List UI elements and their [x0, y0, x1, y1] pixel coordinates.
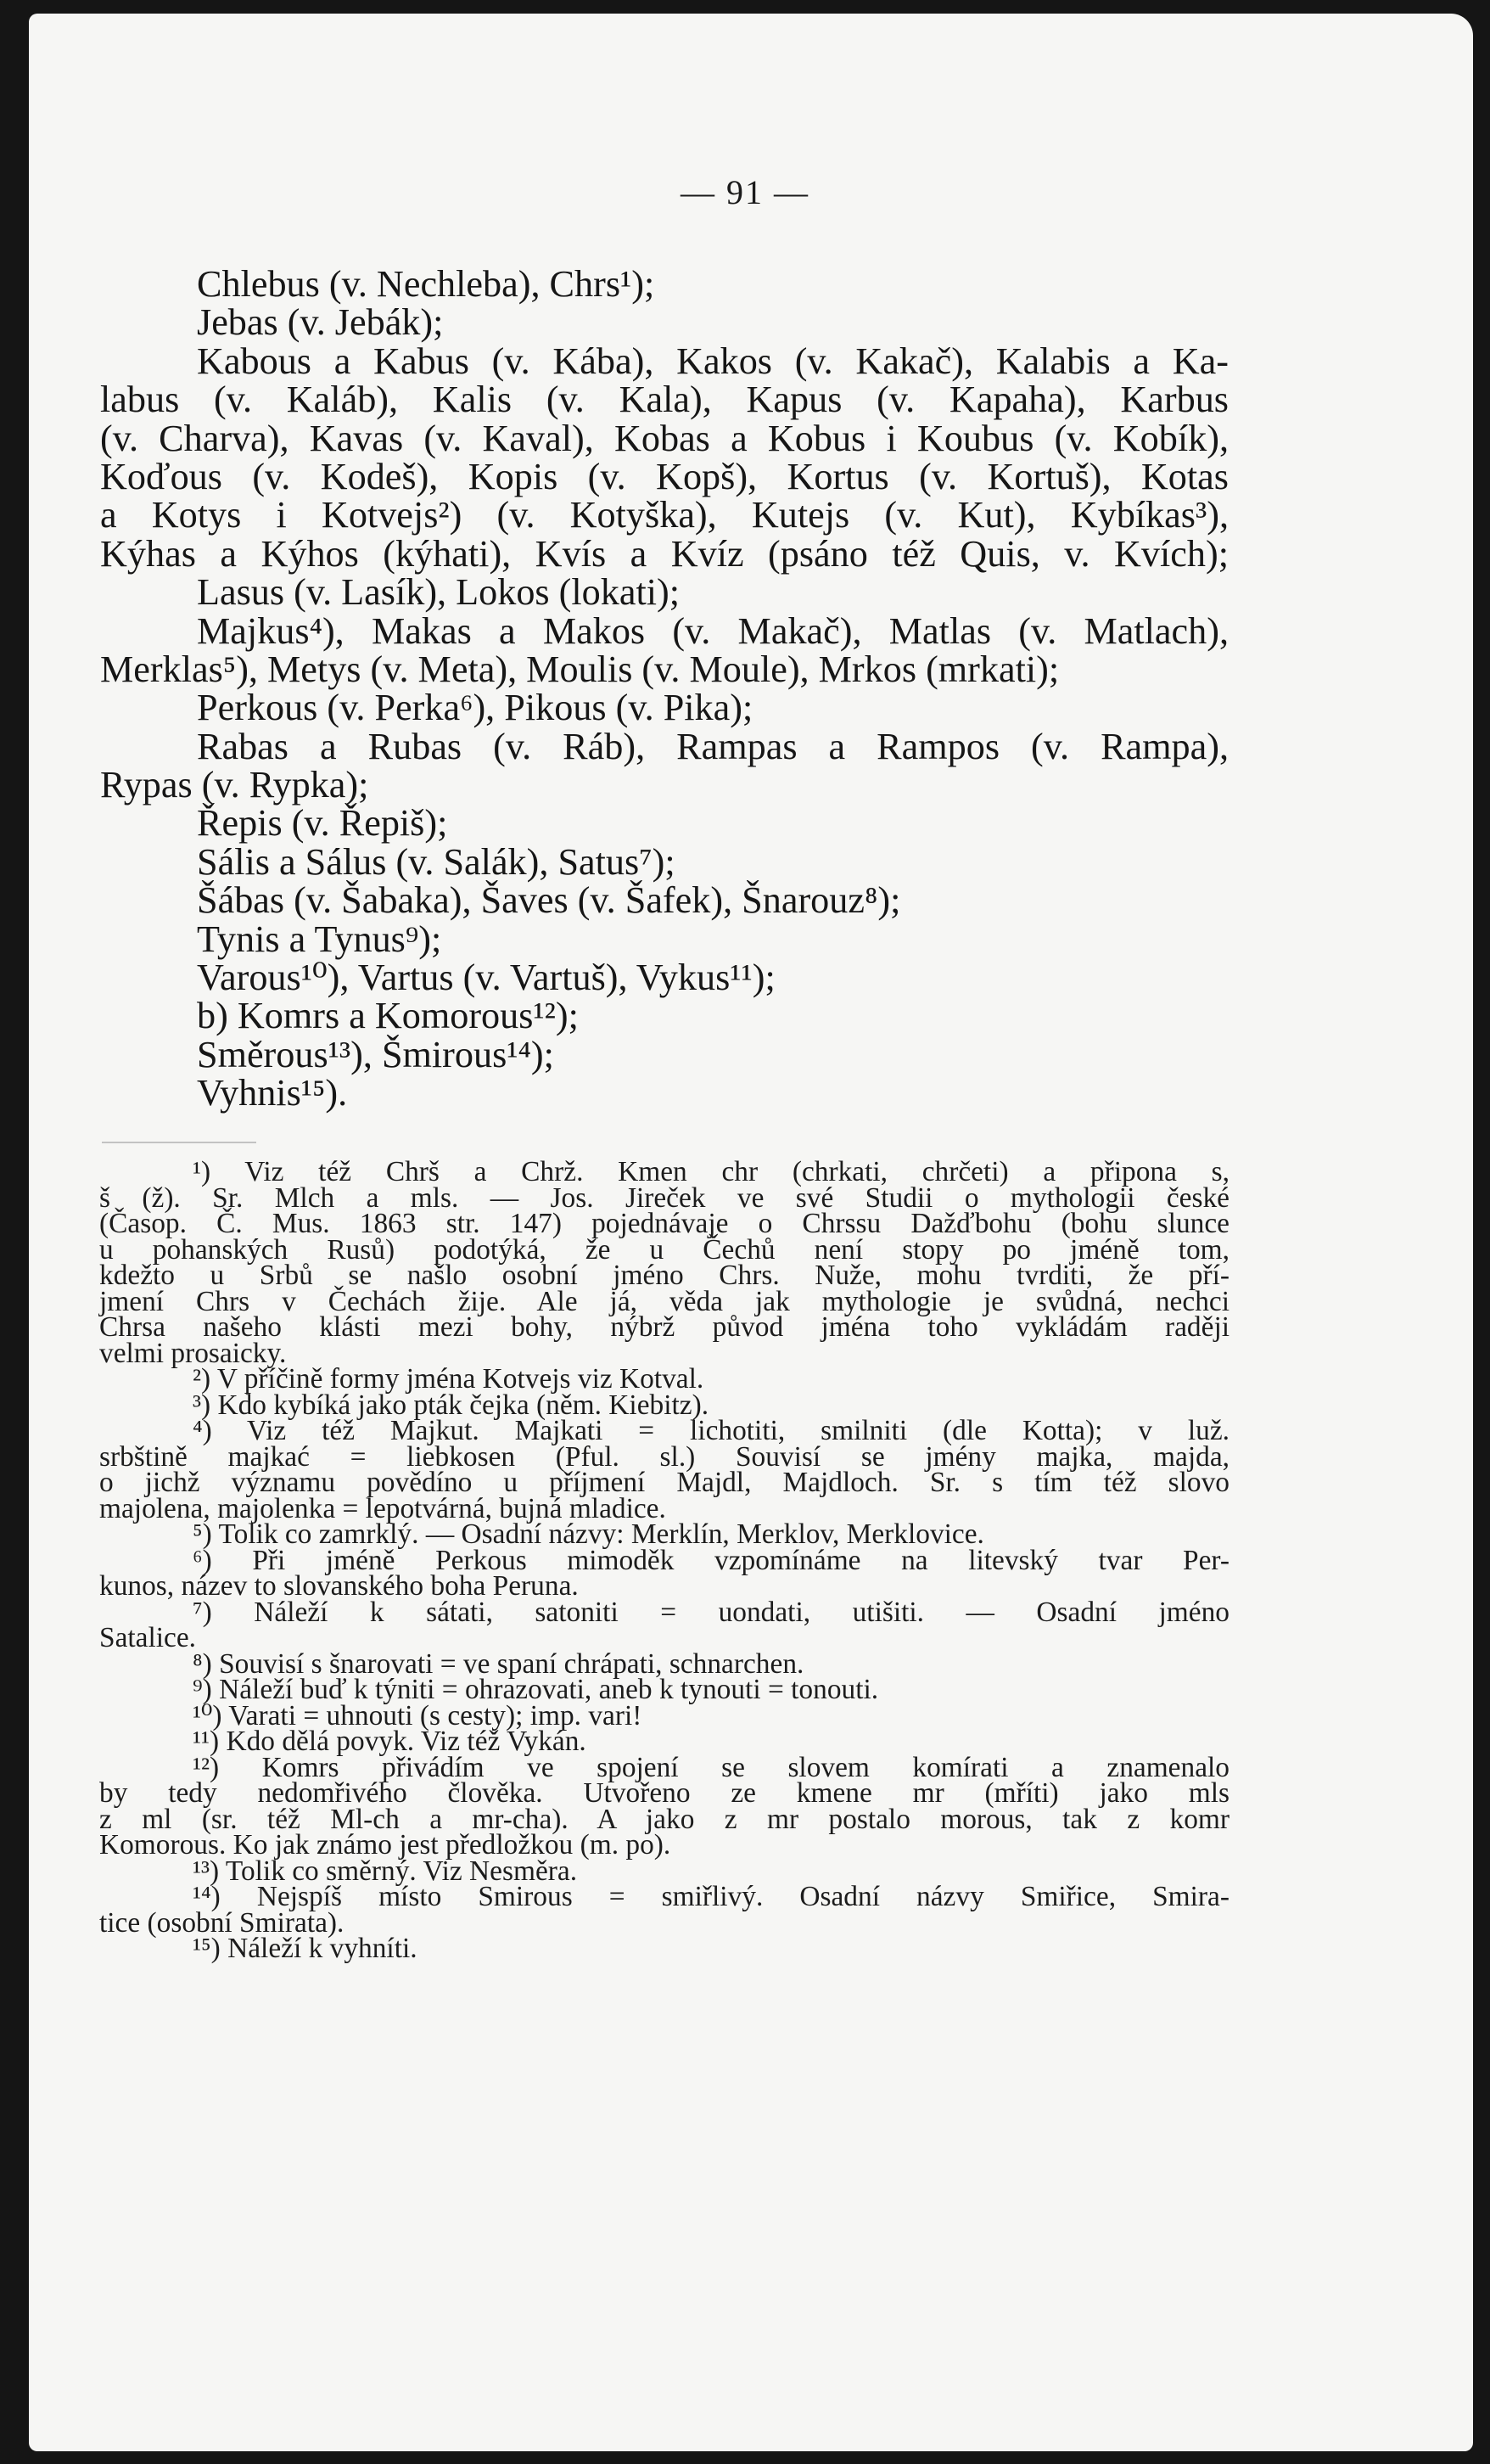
footnote-line: ⁴) Viz též Majkut. Majkati = lichotiti, smilniti (dle Kotta); v luž. [193, 1415, 1230, 1446]
text-line: Vyhnis¹⁵). [197, 1072, 348, 1114]
text-line: Merklas⁵), Metys (v. Meta), Moulis (v. Moule), Mrkos (mrkati); [100, 648, 1060, 690]
footnote-line: majolena, majolenka = lepotvárná, bujná mladice. [99, 1492, 666, 1524]
footnote-line: tice (osobní Smirata). [99, 1906, 344, 1939]
footnotes [99, 1156, 1230, 1964]
footnote-line: velmi prosaicky. [99, 1337, 287, 1369]
text-line: Koďous (v. Kodeš), Kopis (v. Kopš), Kortus (v. Kortuš), Kotas [100, 455, 1229, 497]
footnote-line: Komorous. Ko jak známo jest předložkou (m. po). [99, 1829, 671, 1861]
footnote-line: ³) Kdo kybíká jako pták čejka (něm. Kiebitz). [193, 1389, 709, 1421]
footnote-separator [102, 1142, 256, 1143]
footnote-line: o jichž významu povědíno u příjmení Majdl, Majdloch. Sr. s tím též slovo [99, 1467, 1230, 1498]
footnote-line: (Časop. Č. Mus. 1863 str. 147) pojednávaje o Chrssu Dažďbohu (bohu slunce [99, 1208, 1230, 1239]
footnote-line: ¹³) Tolik co směrný. Viz Nesměra. [193, 1855, 578, 1887]
body-text [100, 265, 1229, 1113]
footnote-line: z ml (sr. též Ml-ch a mr-cha). A jako z mr postalo morous, tak z komr [99, 1803, 1230, 1835]
footnote-line: ¹) Viz též Chrš a Chrž. Kmen chr (chrkati, chrčeti) a připona s, [193, 1156, 1230, 1187]
text-line: Tynis a Tynus⁹); [197, 918, 442, 960]
footnote-line: u pohanských Rusů) podotýká, že u Čechů není stopy po jméně tom, [99, 1233, 1230, 1266]
text-line: Rypas (v. Rypka); [100, 764, 369, 806]
text-line: Majkus⁴), Makas a Makos (v. Makač), Matlas (v. Matlach), [197, 609, 1229, 652]
text-line: Lasus (v. Lasík), Lokos (lokati); [197, 571, 680, 614]
footnote-line: ²) V příčině formy jména Kotvejs viz Kotval. [193, 1363, 704, 1395]
footnote-line: ⁷) Náleží k sátati, satoniti = uondati, utišiti. — Osadní jméno [193, 1596, 1230, 1628]
footnote-line: Chrsa našeho klásti mezi bohy, nýbrž původ jména toho vykládám raději [99, 1311, 1230, 1343]
text-line: Rabas a Rubas (v. Ráb), Rampas a Rampos (v. Rampa), [197, 725, 1229, 767]
footnote-line: ⁹) Náleží buď k týniti = ohrazovati, aneb k tynouti = tonouti. [193, 1674, 879, 1705]
footnote-line: kunos, název to slovanského boha Peruna. [99, 1570, 579, 1602]
text-line: Kabous a Kabus (v. Kába), Kakos (v. Kakač), Kalabis a Ka- [197, 340, 1229, 382]
footnote-line: ¹¹) Kdo dělá povyk. Viz též Vykán. [193, 1726, 586, 1757]
text-line: Varous¹⁰), Vartus (v. Vartuš), Vykus¹¹); [197, 957, 776, 999]
text-line: labus (v. Kaláb), Kalis (v. Kala), Kapus (v. Kapaha), Karbus [100, 379, 1229, 421]
footnote-line: Satalice. [99, 1622, 197, 1653]
footnote-line: ⁶) Při jméně Perkous mimoděk vzpomínáme na litevský tvar Per- [193, 1544, 1230, 1576]
text-line: Chlebus (v. Nechleba), Chrs¹); [197, 263, 655, 305]
footnote-line: by tedy nedomřivého člověka. Utvořeno ze kmene mr (mříti) jako mls [99, 1777, 1230, 1809]
footnote-line: ⁸) Souvisí s šnarovati = ve spaní chrápati, schnarchen. [193, 1647, 804, 1680]
text-line: Řepis (v. Řepiš); [197, 802, 448, 845]
text-line: (v. Charva), Kavas (v. Kaval), Kobas a Kobus i Koubus (v. Kobík), [100, 417, 1229, 459]
footnote-line: kdežto u Srbů se našlo osobní jméno Chrs. Nuže, mohu tvrditi, že pří- [99, 1260, 1230, 1291]
footnote-line: ¹⁵) Náleží k vyhníti. [193, 1933, 417, 1964]
text-line: Sális a Sálus (v. Salák), Satus⁷); [197, 840, 675, 883]
footnote-line: srbštině majkać = liebkosen (Pful. sl.) Souvisí se jmény majka, majda, [99, 1440, 1230, 1473]
text-line: a Kotys i Kotvejs²) (v. Kotyška), Kutejs (v. Kut), Kybíkas³), [100, 494, 1229, 536]
footnote-line: ⁵) Tolik co zamrklý. — Osadní názvy: Merklín, Merklov, Merklovice. [193, 1518, 984, 1550]
text-line: Jebas (v. Jebák); [197, 301, 444, 344]
footnote-line: jmení Chrs v Čechách žije. Ale já, věda jak mythologie je svůdná, nechci [99, 1285, 1230, 1317]
footnote-line: š (ž). Sr. Mlch a mls. — Jos. Jireček ve své Studii o mythologii české [99, 1181, 1230, 1214]
text-line: Směrous¹³), Šmirous¹⁴); [197, 1033, 554, 1075]
footnote-line: ¹⁰) Varati = uhnouti (s cesty); imp. vari! [193, 1699, 642, 1732]
page-number: — 91 — [681, 173, 809, 211]
text-line: Šábas (v. Šabaka), Šaves (v. Šafek), Šnarouz⁸); [197, 879, 901, 922]
text-line: Perkous (v. Perka⁶), Pikous (v. Pika); [197, 687, 753, 729]
footnote-line: ¹²) Komrs přivádím ve spojení se slovem komírati a znamenalo [193, 1751, 1230, 1783]
text-line: Kýhas a Kýhos (kýhati), Kvís a Kvíz (psáno též Quis, v. Kvích); [100, 532, 1229, 575]
footnote-line: ¹⁴) Nejspíš místo Smirous = smiřlivý. Osadní názvy Smiřice, Smira- [193, 1881, 1230, 1912]
text-line: b) Komrs a Komorous¹²); [197, 995, 579, 1037]
